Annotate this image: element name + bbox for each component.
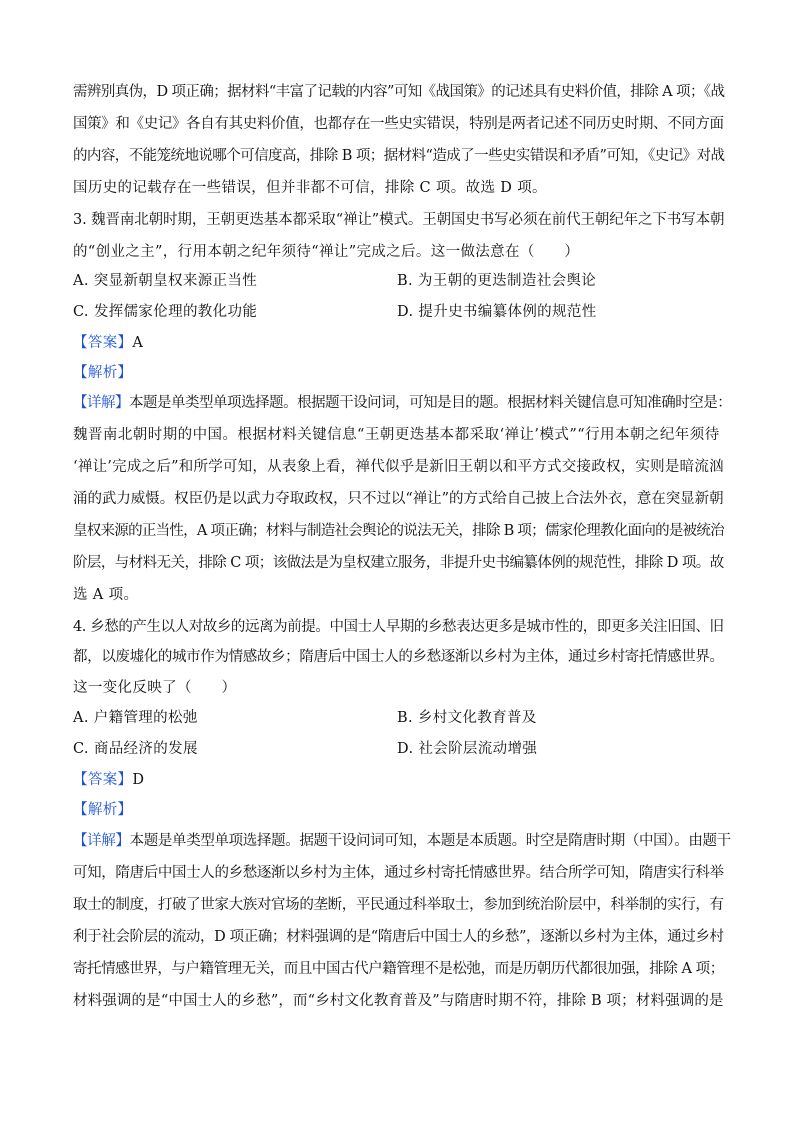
q4-detail-line-1 <box>73 829 731 850</box>
q3-option-c: C. 发挥儒家伦理的教化功能 <box>73 304 258 320</box>
q3-stem-line-2: 的“创业之主”，行用本朝之纪年须待“禅让”完成之后。这一做法意在（ ） <box>73 244 580 260</box>
intro-line-2: 国策》和《史记》各自有其史料价值，也都存在一些史实错误，特别是两者记述不同历史时期、不同方面 <box>73 116 724 132</box>
q4-analysis-label: 【解析】 <box>73 802 133 818</box>
q3-detail-text-1: 本题是单类型单项选择题。根据题干设问词，可知是目的题。根据材料关键信息可知准确时空是： <box>129 395 732 411</box>
q3-answer-value: A <box>132 335 144 351</box>
q4-detail-line-3: 取士的制度，打破了世家大族对官场的垄断，平民通过科举取士，参加到统治阶层中，科举制的实行，有 <box>73 897 724 913</box>
q4-stem-line-1: 4. 乡愁的产生以人对故乡的远离为前提。中国士人早期的乡愁表达更多是城市性的，即更多关注旧国、旧 <box>73 619 724 635</box>
q3-option-a: A. 突显新朝皇权来源正当性 <box>73 273 258 289</box>
q3-stem-line-1: 3. 魏晋南北朝时期，王朝更迭基本都采取“禅让”模式。王朝国史书写必须在前代王朝纪年之下书写本朝 <box>73 212 725 228</box>
q3-detail-line-4: 涌的武力威慑。权臣仍是以武力夺取政权，只不过以“禅让”的方式给自己披上合法外衣，意在突显新朝 <box>73 491 724 507</box>
q4-stem-line-2: 都，以废墟化的城市作为情感故乡；隋唐后中国士人的乡愁逐渐以乡村为主体，通过乡村寄托情感世界。 <box>73 649 724 665</box>
q4-detail-text-1: 本题是单类型单项选择题。据题干设问词可知，本题是本质题。时空是隋唐时期（中国）。由题干 <box>129 833 731 849</box>
intro-line-3: 的内容，不能笼统地说哪个可信度高，排除 B 项；据材料“造成了一些史实错误和矛盾”可知，《史记》对战 <box>73 148 725 164</box>
q4-option-a: A. 户籍管理的松弛 <box>73 710 198 726</box>
q3-detail-label: 【详解】 <box>73 395 130 411</box>
q3-detail-line-1 <box>73 391 731 412</box>
q4-detail-label: 【详解】 <box>73 833 130 849</box>
q4-option-b: B. 乡村文化教育普及 <box>397 710 537 726</box>
q3-detail-line-3: ‘禅让’完成之后”和所学可知，从表象上看，禅代似乎是新旧王朝以和平方式交接政权，实则是暗流汹 <box>73 459 724 475</box>
q4-answer-value: D <box>132 772 145 788</box>
q3-answer <box>73 331 143 352</box>
q3-answer-label: 【答案】 <box>73 335 133 351</box>
q4-option-c: C. 商品经济的发展 <box>73 741 198 757</box>
q3-analysis-label: 【解析】 <box>73 365 133 381</box>
q4-detail-line-6: 材料强调的是“中国士人的乡愁”，而“乡村文化教育普及”与隋唐时期不符，排除 B 项；材料强调的是 <box>73 993 724 1009</box>
intro-line-1: 需辨别真伪，D 项正确；据材料“丰富了记载的内容”可知《战国策》的记述具有史料价值，排除 A 项；《战 <box>73 84 725 100</box>
q3-detail-line-6: 阶层，与材料无关，排除 C 项；该做法是为皇权建立服务，非提升史书编纂体例的规范性，排除 D 项。故 <box>73 555 724 571</box>
q3-detail-line-5: 皇权来源的正当性，A 项正确；材料与制造社会舆论的说法无关，排除 B 项；儒家伦理教化面向的是被统治 <box>73 523 724 539</box>
q3-option-b: B. 为王朝的更迭制造社会舆论 <box>397 273 597 289</box>
q4-answer-label: 【答案】 <box>73 772 133 788</box>
q3-option-d: D. 提升史书编纂体例的规范性 <box>397 304 597 320</box>
q4-option-d: D. 社会阶层流动增强 <box>397 741 538 757</box>
q4-answer <box>73 768 144 789</box>
q4-detail-line-4: 利于社会阶层的流动，D 项正确；材料强调的是“隋唐后中国士人的乡愁”，逐渐以乡村为主体，通过乡村 <box>73 929 724 945</box>
intro-line-4: 国历史的记载存在一些错误，但并非都不可信，排除 C 项。故选 D 项。 <box>73 180 547 196</box>
q4-detail-line-5: 寄托情感世界，与户籍管理无关，而且中国古代户籍管理不是松弛，而是历朝历代都很加强，排除 A 项； <box>73 961 724 977</box>
q3-detail-line-2: 魏晋南北朝时期的中国。根据材料关键信息“王朝更迭基本都采取‘禅让’模式”“行用本朝之纪年须待 <box>73 427 720 443</box>
q4-detail-line-2: 可知，隋唐后中国士人的乡愁逐渐以乡村为主体，通过乡村寄托情感世界。结合所学可知，隋唐实行科举 <box>73 865 724 881</box>
q3-detail-line-7: 选 A 项。 <box>73 587 139 603</box>
q4-stem-line-3: 这一变化反映了（ ） <box>73 680 237 696</box>
